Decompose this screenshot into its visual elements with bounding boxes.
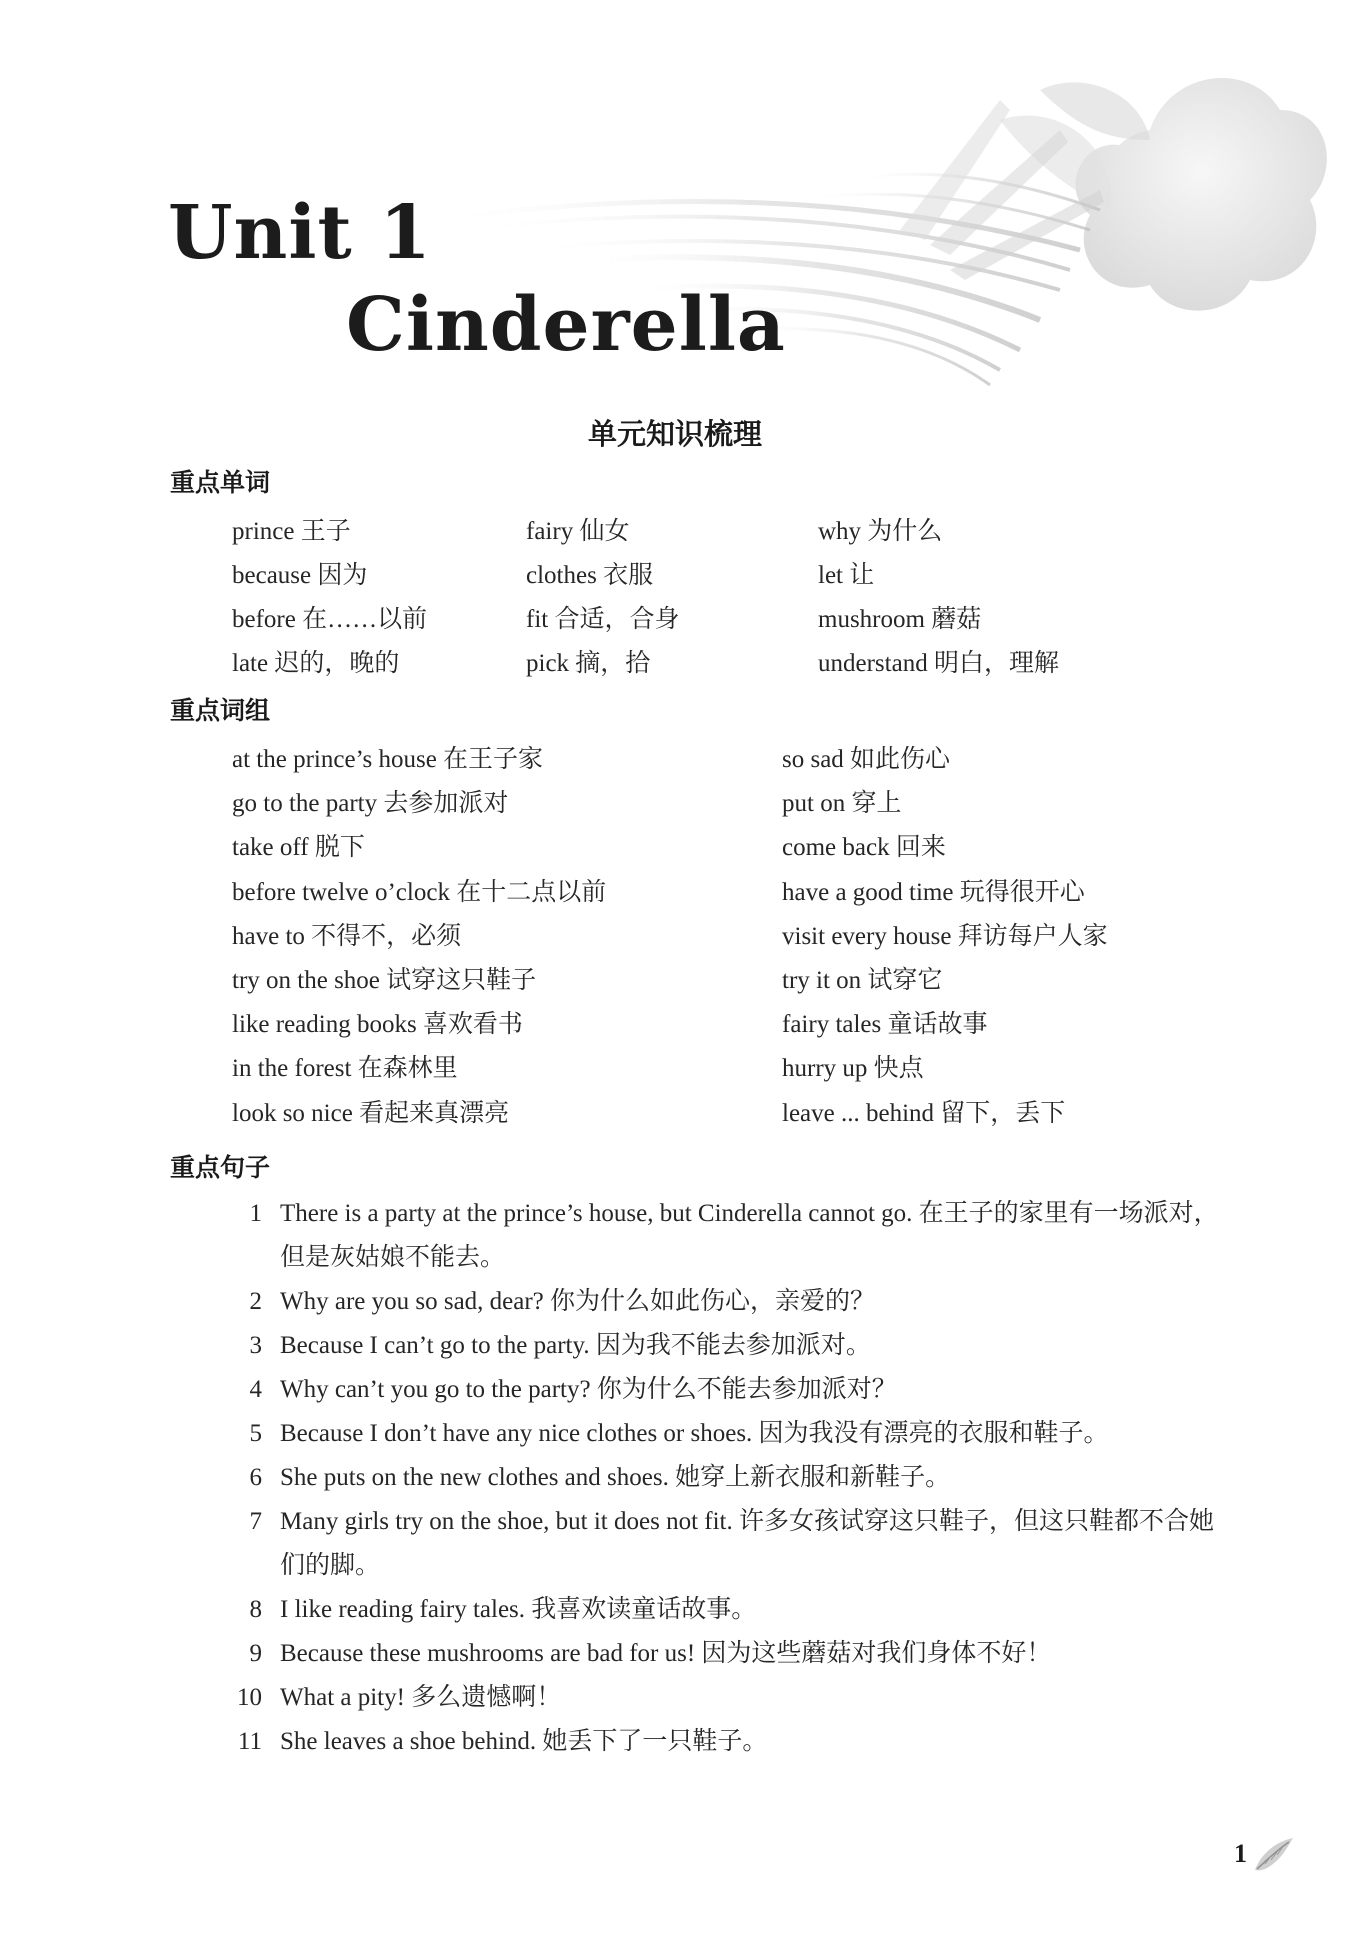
sentence-number: 5 [249,1420,262,1447]
word-item: late 迟的，晚的 [232,650,400,677]
word-item: mushroom 蘑菇 [818,606,982,633]
sentence-text: Why are you so sad, dear? 你为什么如此伤心，亲爱的？ [280,1288,876,1315]
sentence-text: Because these mushrooms are bad for us! 因为这些蘑菇对我们身体不好！ [280,1640,1052,1667]
leaf-icon [1251,1834,1297,1874]
sentence-item [230,1588,1230,1632]
sentence-item [230,1720,1230,1764]
phrase-item: try it on 试穿它 [782,966,943,994]
phrase-item: put on 穿上 [782,790,902,818]
sentence-number: 2 [249,1288,262,1315]
unit-title: Cinderella [346,282,786,368]
word-item: clothes 衣服 [526,562,654,589]
word-item: because 因为 [232,562,368,589]
sentence-number: 4 [249,1376,262,1403]
sentence-text: Because I can’t go to the party. 因为我不能去参加派对。 [280,1332,871,1359]
sentence-text: She puts on the new clothes and shoes. 她穿上新衣服和新鞋子。 [280,1464,951,1491]
phrase-item: before twelve o’clock 在十二点以前 [232,878,607,906]
phrase-item: in the forest 在森林里 [232,1055,458,1083]
phrase-item: look so nice 看起来真漂亮 [232,1099,510,1127]
phrase-item: visit every house 拜访每户人家 [782,922,1108,950]
phrase-item: like reading books 喜欢看书 [232,1011,523,1039]
phrase-item: hurry up 快点 [782,1055,924,1083]
word-item: prince 王子 [232,518,351,545]
sentence-item [230,1412,1230,1456]
key-sentences-list [230,1192,1230,1764]
word-item: before 在……以前 [232,606,428,633]
sentence-item [230,1192,1230,1280]
sentence-item [230,1280,1230,1324]
word-item: understand 明白，理解 [818,650,1059,677]
sentence-item [230,1324,1230,1368]
sentence-item [230,1368,1230,1412]
sentence-number: 11 [237,1728,262,1755]
sentence-text: I like reading fairy tales. 我喜欢读童话故事。 [280,1596,757,1623]
sentence-number: 7 [249,1508,262,1535]
section-title: 单元知识梳理 [587,417,762,451]
key-words-grid [232,510,1138,686]
sentence-text: There is a party at the prince’s house, but Cinderella cannot go. 在王子的家里有一场派对，但是灰姑娘不能去。 [280,1200,1219,1271]
word-item: pick 摘，拾 [526,650,651,677]
sentence-text: Because I don’t have any nice clothes or shoes. 因为我没有漂亮的衣服和鞋子。 [280,1420,1109,1447]
phrase-item: have a good time 玩得很开心 [782,878,1085,906]
page-footer [1234,1834,1297,1874]
sentence-text: What a pity! 多么遗憾啊！ [280,1684,562,1711]
sentence-number: 9 [249,1640,262,1667]
sentence-number: 3 [249,1332,262,1359]
word-item: why 为什么 [818,518,943,545]
unit-label: Unit 1 [168,190,432,276]
sentence-item [230,1456,1230,1500]
sentence-text: She leaves a shoe behind. 她丢下了一只鞋子。 [280,1728,768,1755]
sentence-number: 10 [237,1684,262,1711]
phrase-item: go to the party 去参加派对 [232,790,509,818]
word-item: fairy 仙女 [526,518,630,545]
sentence-text: Many girls try on the shoe, but it does not fit. 许多女孩试穿这只鞋子，但这只鞋都不合她们的脚。 [280,1508,1214,1579]
page-number: 1 [1234,1839,1247,1868]
sentence-item [230,1676,1230,1720]
key-phrases-heading: 重点词组 [170,696,271,725]
phrase-item: so sad 如此伤心 [782,746,951,773]
phrase-item: try on the shoe 试穿这只鞋子 [232,966,537,994]
sentence-text: Why can’t you go to the party? 你为什么不能去参加派对？ [280,1376,897,1403]
sentence-number: 6 [249,1464,262,1491]
phrase-item: leave ... behind 留下，丢下 [782,1099,1066,1127]
cloud-shape [1076,78,1327,311]
key-words-heading: 重点单词 [170,468,271,497]
sentence-item [230,1632,1230,1676]
phrase-item: come back 回来 [782,834,946,862]
sentence-number: 8 [249,1596,262,1623]
key-phrases-grid [232,738,1202,1136]
phrase-item: take off 脱下 [232,834,365,862]
phrase-item: at the prince’s house 在王子家 [232,746,544,773]
key-sentences-heading: 重点句子 [170,1153,271,1182]
word-item: let 让 [818,562,875,589]
sentence-number: 1 [249,1200,262,1227]
sentence-item [230,1500,1230,1588]
word-item: fit 合适，合身 [526,606,680,633]
phrase-item: have to 不得不，必须 [232,922,462,950]
phrase-item: fairy tales 童话故事 [782,1011,988,1039]
